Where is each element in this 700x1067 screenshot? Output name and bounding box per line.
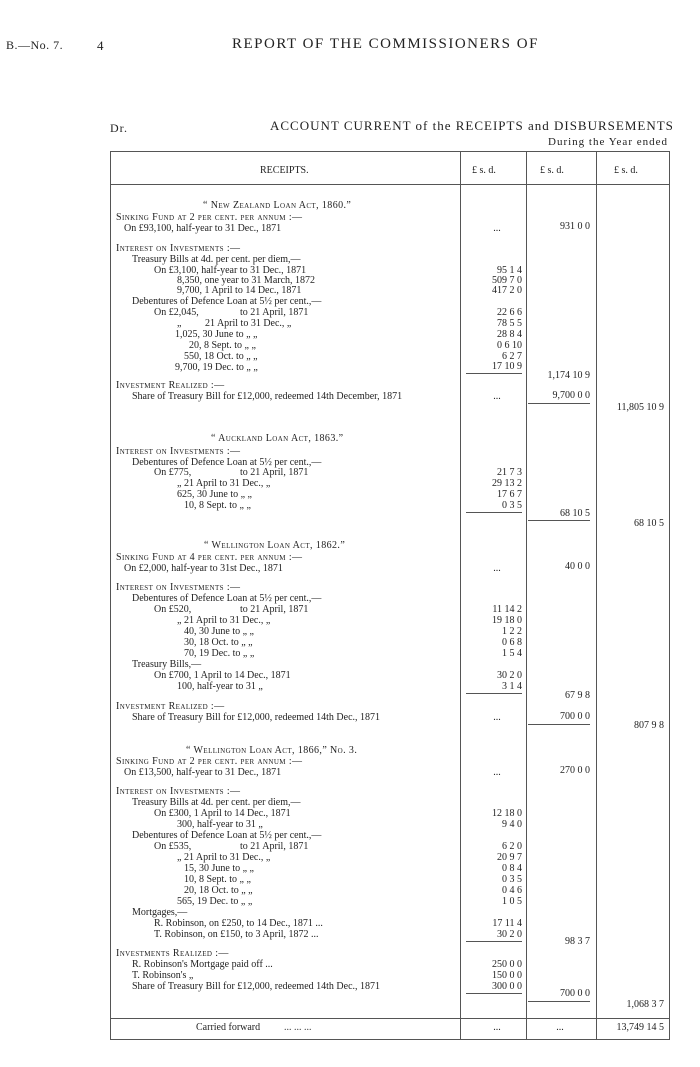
subtotal-rule (528, 1001, 590, 1002)
subtotal-rule (466, 373, 522, 374)
document-reference: B.—No. 7. (6, 38, 64, 52)
amount: 3 1 4 (502, 681, 522, 692)
ledger-line: 625, 30 June to „ „ (177, 489, 252, 500)
ledger-line: 40, 30 June to „ „ (184, 626, 254, 637)
amount: 95 1 4 (497, 265, 522, 276)
amount: 509 7 0 (492, 275, 522, 286)
ledger-line: 550, 18 Oct. to „ „ (184, 351, 258, 362)
ledger-line: to 21 April, 1871 (240, 467, 309, 478)
ledger-line: Debentures of Defence Loan at 5½ per cent.,— (132, 296, 322, 307)
amount: 6 2 0 (502, 841, 522, 852)
amount: 0 4 6 (502, 885, 522, 896)
ledger-line: 10, 8 Sept. to „ „ (184, 500, 251, 511)
page-number: 4 (97, 38, 104, 53)
subtotal-rule (528, 724, 590, 725)
amount: 9,700 0 0 (552, 390, 590, 401)
debit-label: Dr. (110, 121, 128, 135)
amount: 12 18 0 (492, 808, 522, 819)
ledger-line: to 21 April, 1871 (240, 604, 309, 615)
placeholder-dots: ... (493, 563, 501, 574)
ledger-line: Share of Treasury Bill for £12,000, redeemed 14th December, 1871 (132, 391, 403, 402)
column-divider (460, 151, 461, 1040)
amount: 250 0 0 (492, 959, 522, 970)
ledger-line: „ 21 April to 31 Dec., „ (177, 478, 271, 489)
section-total: 11,805 10 9 (616, 402, 664, 413)
ledger-line: 1,025, 30 June to „ „ (175, 329, 258, 340)
placeholder-dots: ... (493, 1022, 501, 1033)
receipts-column-header: RECEIPTS. (260, 165, 309, 176)
ledger-line: 300, half-year to 31 „ (177, 819, 263, 830)
ledger-line: 10, 8 Sept. to „ „ (184, 874, 251, 885)
section-total: 1,068 3 7 (626, 999, 664, 1010)
sinking-fund-heading: Sinking Fund at 2 per cent. per annum :— (116, 212, 303, 223)
ledger-line: 20, 18 Oct. to „ „ (184, 885, 253, 896)
ledger-line: On £13,500, half-year to 31 Dec., 1871 (124, 767, 282, 778)
header-rule (110, 184, 670, 185)
amount: 270 0 0 (560, 765, 590, 776)
subtotal-rule (466, 993, 522, 994)
ledger-line: 565, 19 Dec. to „ „ (177, 896, 253, 907)
carried-forward-total: 13,749 14 5 (616, 1022, 664, 1033)
ledger-line: T. Robinson's „ (132, 970, 194, 981)
interest-heading: Interest on Investments :— (116, 243, 241, 254)
amount: 150 0 0 (492, 970, 522, 981)
amount: 1 5 4 (502, 648, 522, 659)
footer-rule (110, 1018, 670, 1019)
section-title: “ Wellington Loan Act, 1866,” No. 3. (186, 745, 358, 756)
column-divider (596, 151, 597, 1040)
ledger-line: On £300, 1 April to 14 Dec., 1871 (154, 808, 291, 819)
amount: 0 8 4 (502, 863, 522, 874)
ledger-line: Treasury Bills,— (132, 659, 202, 670)
amount: 0 3 5 (502, 874, 522, 885)
realized-heading: Investment Realized :— (116, 380, 225, 391)
placeholder-dots: ... (493, 767, 501, 778)
amount: 28 8 4 (497, 329, 522, 340)
leader-dots: ... ... ... (284, 1022, 312, 1033)
amount: 931 0 0 (560, 221, 590, 232)
section-title: “ New Zealand Loan Act, 1860.” (203, 200, 352, 211)
ledger-line: On £3,100, half-year to 31 Dec., 1871 (154, 265, 307, 276)
account-subtitle: During the Year ended (548, 136, 668, 148)
amount: 0 6 8 (502, 637, 522, 648)
amount: 9 4 0 (502, 819, 522, 830)
section-title: “ Auckland Loan Act, 1863.” (211, 433, 344, 444)
amount: 0 6 10 (497, 340, 522, 351)
lsd-column-header: £ s. d. (472, 165, 496, 176)
subtotal: 67 9 8 (565, 690, 590, 701)
amount: 17 6 7 (497, 489, 522, 500)
sinking-fund-heading: Sinking Fund at 4 per cent. per annum :— (116, 552, 303, 563)
ledger-line: On £775, (154, 467, 192, 478)
amount: 6 2 7 (502, 351, 522, 362)
ledger-line: Treasury Bills at 4d. per cent. per diem,— (132, 254, 301, 265)
carried-forward-label: Carried forward (196, 1022, 261, 1033)
amount: 1 2 2 (502, 626, 522, 637)
amount: 20 9 7 (497, 852, 522, 863)
ledger-line: On £700, 1 April to 14 Dec., 1871 (154, 670, 291, 681)
ledger-line: 30, 18 Oct. to „ „ (184, 637, 253, 648)
interest-heading: Interest on Investments :— (116, 582, 241, 593)
ledger-line: On £520, (154, 604, 192, 615)
ledger-line: 9,700, 1 April to 14 Dec., 1871 (177, 285, 302, 296)
ledger-line: On £2,045, (154, 307, 199, 318)
ledger-line: 70, 19 Dec. to „ „ (184, 648, 255, 659)
ledger-line: to 21 April, 1871 (240, 841, 309, 852)
ledger-line: to 21 April, 1871 (240, 307, 309, 318)
placeholder-dots: ... (493, 223, 501, 234)
report-title: REPORT OF THE COMMISSIONERS OF (232, 36, 539, 52)
ledger-line: Debentures of Defence Loan at 5½ per cent.,— (132, 593, 322, 604)
ledger-line: On £93,100, half-year to 31 Dec., 1871 (124, 223, 282, 234)
amount: 0 3 5 (502, 500, 522, 511)
ledger-line: 9,700, 19 Dec. to „ „ (175, 362, 258, 373)
ledger-line: 20, 8 Sept. to „ „ (189, 340, 256, 351)
subtotal-rule (528, 520, 590, 521)
amount: 19 18 0 (492, 615, 522, 626)
subtotal-rule (466, 693, 522, 694)
amount: 22 6 6 (497, 307, 522, 318)
ledger-line: „ 21 April to 31 Dec., „ (177, 615, 271, 626)
page-header (0, 36, 700, 56)
ledger-line: R. Robinson, on £250, to 14 Dec., 1871 ... (154, 918, 323, 929)
ledger-line: 8,350, one year to 31 March, 1872 (177, 275, 316, 286)
subtotal: 1,174 10 9 (547, 370, 590, 381)
realized-heading: Investments Realized :— (116, 948, 229, 959)
column-divider (526, 151, 527, 1040)
ledger-line: Debentures of Defence Loan at 5½ per cent.,— (132, 457, 322, 468)
amount: 11 14 2 (492, 604, 522, 615)
placeholder-dots: ... (556, 1022, 564, 1033)
ledger-line: 100, half-year to 31 „ (177, 681, 263, 692)
amount: 300 0 0 (492, 981, 522, 992)
subtotal: 98 3 7 (565, 936, 590, 947)
ledger-line: 21 April to 31 Dec., „ (205, 318, 292, 329)
placeholder-dots: ... (493, 391, 501, 402)
amount: 30 2 0 (497, 670, 522, 681)
subtotal-rule (466, 512, 522, 513)
amount: 30 2 0 (497, 929, 522, 940)
ledger-line: 15, 30 June to „ „ (184, 863, 254, 874)
section-total: 68 10 5 (634, 518, 664, 529)
subtotal-rule (528, 403, 590, 404)
lsd-column-header: £ s. d. (540, 165, 564, 176)
ledger-line: „ (177, 318, 182, 329)
ledger-line: Share of Treasury Bill for £12,000, redeemed 14th Dec., 1871 (132, 981, 381, 992)
ledger-line: On £2,000, half-year to 31st Dec., 1871 (124, 563, 283, 574)
lsd-column-header: £ s. d. (614, 165, 638, 176)
subtotal-rule (466, 941, 522, 942)
amount: 417 2 0 (492, 285, 522, 296)
amount: 17 11 4 (492, 918, 522, 929)
ledger-line: Debentures of Defence Loan at 5½ per cent.,— (132, 830, 322, 841)
ledger-line: Mortgages,— (132, 907, 188, 918)
ledger-line: On £535, (154, 841, 192, 852)
realized-heading: Investment Realized :— (116, 701, 225, 712)
subtotal: 68 10 5 (560, 508, 590, 519)
section-title: “ Wellington Loan Act, 1862.” (204, 540, 346, 551)
amount: 17 10 9 (492, 361, 522, 372)
ledger-line: Treasury Bills at 4d. per cent. per diem,— (132, 797, 301, 808)
ledger-line: Share of Treasury Bill for £12,000, redeemed 14th Dec., 1871 (132, 712, 381, 723)
sinking-fund-heading: Sinking Fund at 2 per cent. per annum :— (116, 756, 303, 767)
amount: 21 7 3 (497, 467, 522, 478)
ledger-line: R. Robinson's Mortgage paid off ... (132, 959, 273, 970)
amount: 29 13 2 (492, 478, 522, 489)
amount: 40 0 0 (565, 561, 590, 572)
interest-heading: Interest on Investments :— (116, 786, 241, 797)
ledger-line: „ 21 April to 31 Dec., „ (177, 852, 271, 863)
subtotal: 700 0 0 (560, 988, 590, 999)
placeholder-dots: ... (493, 712, 501, 723)
amount: 78 5 5 (497, 318, 522, 329)
section-total: 807 9 8 (634, 720, 664, 731)
amount: 1 0 5 (502, 896, 522, 907)
amount: 700 0 0 (560, 711, 590, 722)
interest-heading: Interest on Investments :— (116, 446, 241, 457)
ledger-line: T. Robinson, on £150, to 3 April, 1872 ... (154, 929, 319, 940)
account-title: ACCOUNT CURRENT of the RECEIPTS and DISBURSEMENTS (270, 118, 674, 133)
